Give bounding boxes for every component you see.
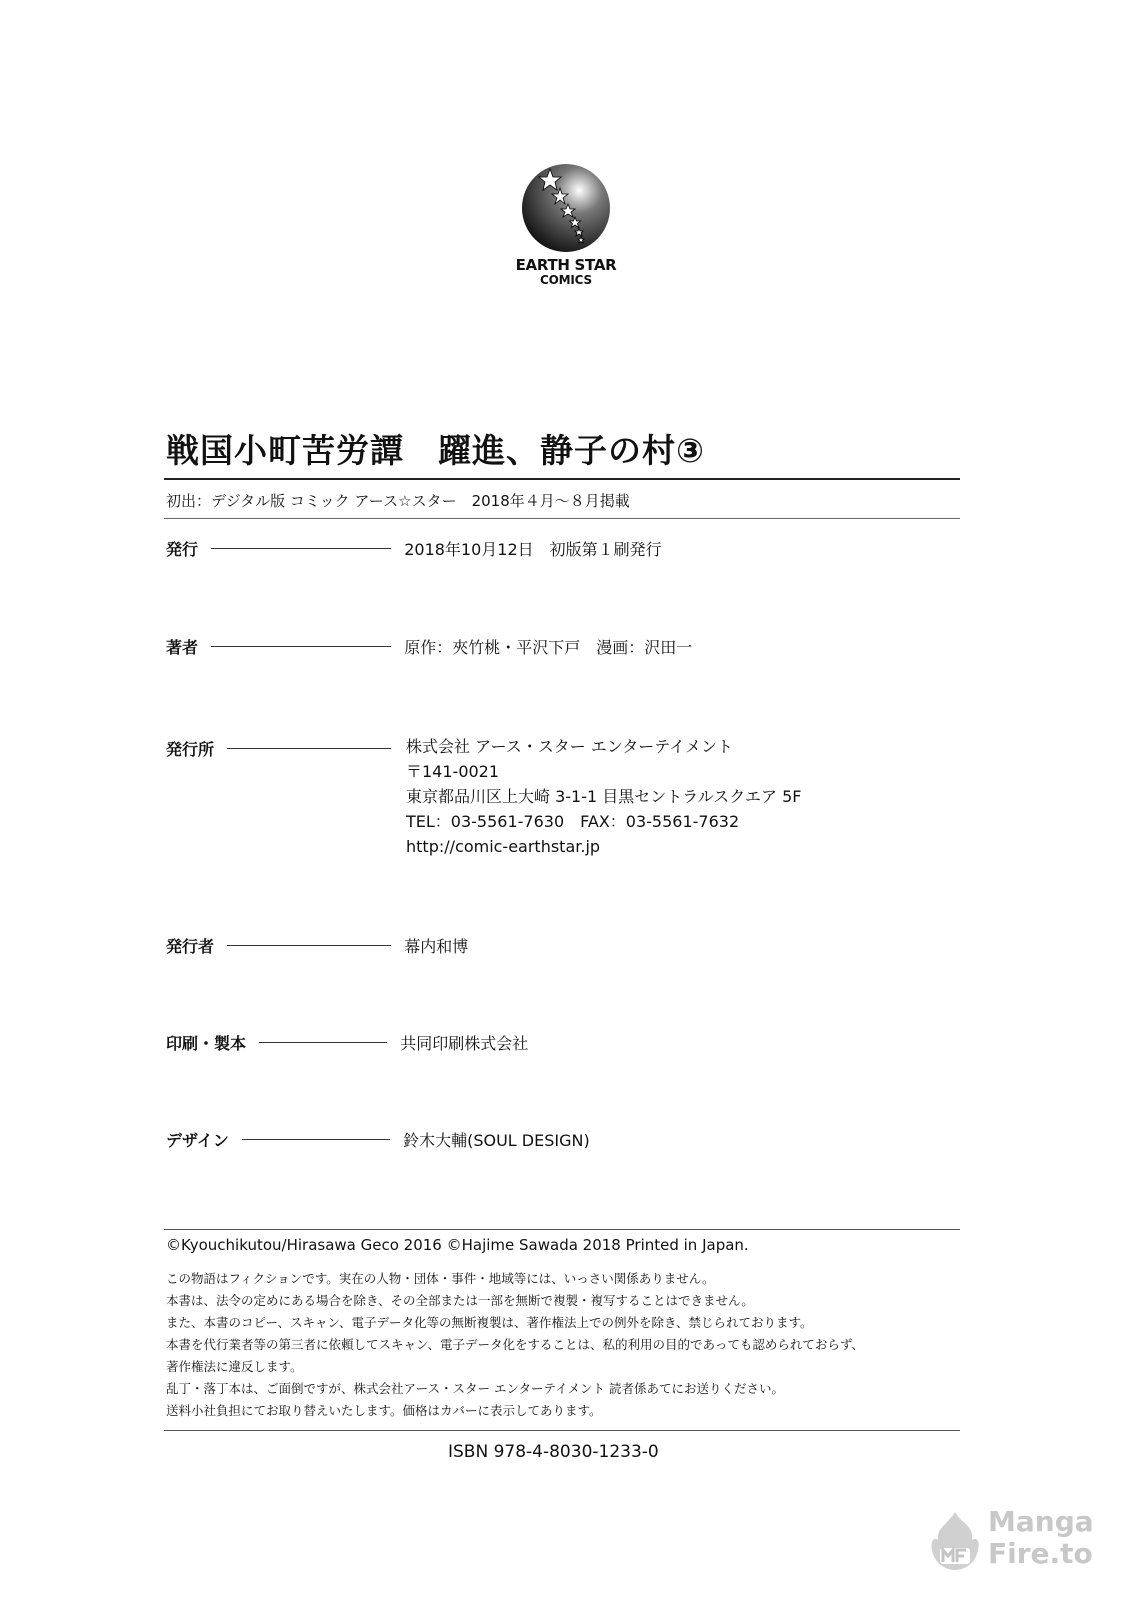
copyright-line: ©Kyouchikutou/Hirasawa Geco 2016 ©Hajime Sawada 2018 Printed in Japan. bbox=[166, 1236, 749, 1254]
leader-line bbox=[211, 646, 391, 647]
copyright-divider bbox=[164, 1229, 960, 1230]
isbn-number: ISBN 978-4-8030-1233-0 bbox=[448, 1442, 659, 1462]
printing-label: 印刷・製本 bbox=[166, 1034, 247, 1053]
leader-line bbox=[242, 1139, 390, 1140]
watermark-line-fire: Fire.to bbox=[988, 1537, 1093, 1570]
publisher-address: 東京都品川区上大崎 3-1-1 目黒セントラルスクエア 5F bbox=[406, 787, 802, 806]
title-divider bbox=[164, 478, 960, 480]
legal-note-line: また、本書のコピー、スキャン、電子データ化等の無断複製は、著作権法上での例外を除き、禁じられております。 bbox=[166, 1315, 813, 1330]
author-label: 著者 bbox=[166, 638, 199, 657]
issuer-label: 発行者 bbox=[166, 937, 215, 956]
publisher-row bbox=[166, 737, 399, 760]
earth-star-comics-logo bbox=[508, 162, 624, 287]
printing-value: 共同印刷株式会社 bbox=[400, 1034, 529, 1053]
design-label: デザイン bbox=[166, 1131, 229, 1150]
release-row bbox=[166, 537, 662, 560]
logo-text-comics: COMICS bbox=[540, 273, 592, 287]
author-value: 原作：夾竹桃・平沢下戸 漫画：沢田一 bbox=[404, 638, 693, 657]
printing-row bbox=[166, 1031, 528, 1054]
mangafire-flame-icon bbox=[926, 1510, 984, 1572]
issuer-value: 幕内和博 bbox=[404, 937, 469, 956]
legal-note-line: 本書を代行業者等の第三者に依頼してスキャン、電子データ化をすることは、私的利用の目的であっても認められておらず、 bbox=[166, 1337, 864, 1352]
publisher-label: 発行所 bbox=[166, 740, 215, 759]
legal-note-line: この物語はフィクションです。実在の人物・団体・事件・地域等には、いっさい関係ありません。 bbox=[166, 1271, 715, 1286]
leader-line bbox=[227, 748, 391, 749]
leader-line bbox=[211, 548, 391, 549]
first-publication-note: 初出：デジタル版 コミック アース☆スター 2018年４月～８月掲載 bbox=[166, 492, 630, 510]
mangafire-watermark bbox=[926, 1506, 1111, 1576]
earth-globe-stars-icon bbox=[520, 162, 612, 254]
legal-note-line: 本書は、法令の定めにある場合を除き、その全部または一部を無断で複製・複写することはできません。 bbox=[166, 1293, 754, 1308]
author-row bbox=[166, 635, 692, 658]
publisher-details bbox=[406, 734, 801, 859]
publisher-phone-fax: TEL：03-5561-7630 FAX：03-5561-7632 bbox=[406, 812, 740, 831]
release-label: 発行 bbox=[166, 540, 199, 559]
leader-line bbox=[259, 1042, 387, 1043]
logo-text-earth-star: EARTH STAR bbox=[515, 256, 617, 274]
publisher-url: http://comic-earthstar.jp bbox=[406, 837, 601, 856]
book-title: 戦国小町苦労譚 躍進、静子の村③ bbox=[166, 431, 705, 470]
legal-note-line: 乱丁・落丁本は、ご面倒ですが、株式会社アース・スター エンターテイメント 読者係あてにお送りください。 bbox=[166, 1381, 784, 1396]
design-row bbox=[166, 1128, 590, 1151]
first-publication-divider bbox=[164, 518, 960, 519]
legal-notes bbox=[166, 1268, 864, 1422]
issuer-row bbox=[166, 934, 468, 957]
release-value: 2018年10月12日 初版第１刷発行 bbox=[404, 540, 662, 559]
design-value: 鈴木大輔(SOUL DESIGN) bbox=[403, 1131, 590, 1150]
publisher-postal-code: 〒141-0021 bbox=[406, 762, 500, 781]
leader-line bbox=[227, 945, 391, 946]
isbn-divider bbox=[164, 1430, 960, 1431]
legal-note-line: 著作権法に違反します。 bbox=[166, 1359, 303, 1374]
legal-note-line: 送料小社負担にてお取り替えいたします。価格はカバーに表示してあります。 bbox=[166, 1403, 602, 1418]
publisher-name: 株式会社 アース・スター エンターテイメント bbox=[406, 737, 733, 756]
watermark-text bbox=[988, 1506, 1094, 1570]
watermark-line-manga: Manga bbox=[988, 1505, 1094, 1538]
